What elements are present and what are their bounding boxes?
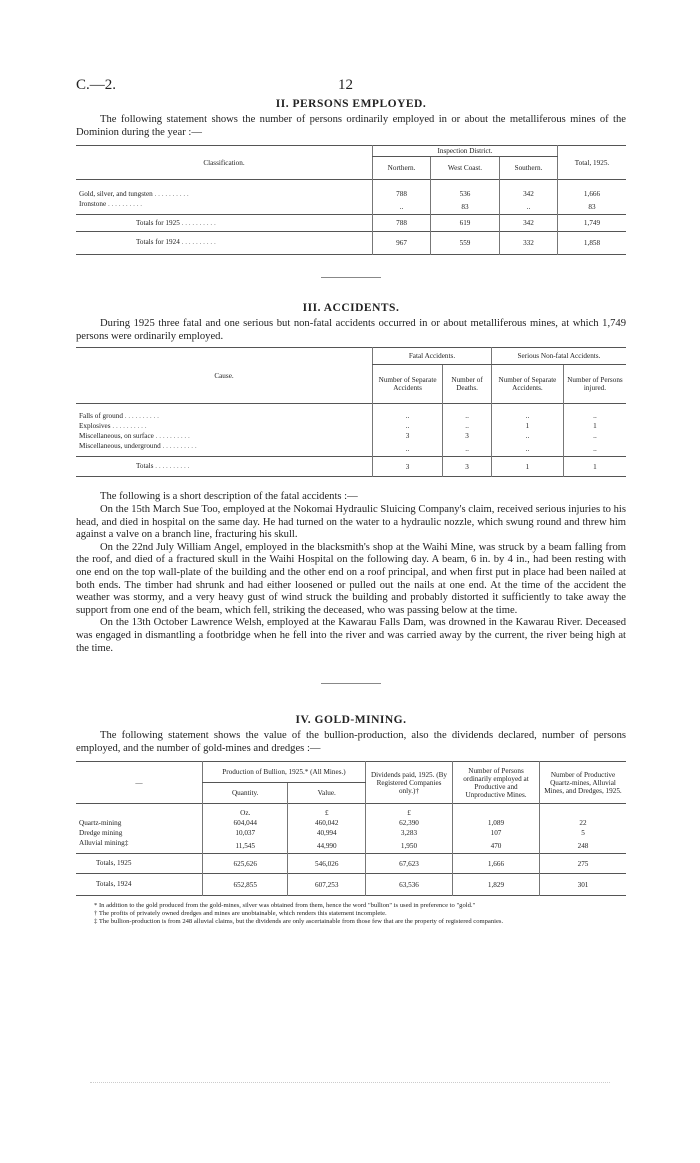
document-reference: C.—2. bbox=[76, 77, 117, 93]
cell-dividends: 62,390 bbox=[366, 818, 453, 828]
gold-table bbox=[76, 761, 626, 896]
gold-intro: The following statement shows the value of the bullion-production, also the dividends declared, number of persons employed, and the number of gold-mines and dredges :— bbox=[76, 730, 626, 754]
cell-value: 607,253 bbox=[288, 874, 366, 896]
col-persons: Number of Persons ordinarily employed at Productive and Unproductive Mines. bbox=[453, 762, 540, 804]
cell: .. bbox=[491, 404, 563, 422]
cell: .. bbox=[563, 404, 626, 422]
table-row bbox=[76, 457, 626, 477]
table-row bbox=[76, 818, 626, 828]
accidents-paragraph: The following is a short description of the fatal accidents :— bbox=[100, 491, 358, 503]
cell-northern: 967 bbox=[373, 232, 431, 255]
col-quantity: Quantity. bbox=[203, 783, 288, 804]
col-fatal-deaths: Number of Deaths. bbox=[443, 365, 492, 404]
col-production: Production of Bullion, 1925.* (All Mines.) bbox=[203, 762, 366, 783]
cell-quantity: 11,545 bbox=[203, 838, 288, 854]
cell-dividends: 63,536 bbox=[366, 874, 453, 896]
row-label: Quartz-mining bbox=[79, 819, 122, 828]
col-fatal-separate: Number of Separate Accidents bbox=[373, 365, 443, 404]
accidents-paragraph: On the 22nd July William Angel, employed in the blacksmith's shop at the Waihi Mine, was struck by a beam falling from the roof, and died of a fractured skull in the Waihi Hospital on the following day. A beam, 6 in. by 4 in., had been resting with one end on the top wall-plate of the building and the other end on a roof principal, and when first put in place had been nailed at both ends. The timber had shrunk and had either loosened or pulled out the nails at one end. At the time of the accident the weather was stormy, and a very heavy gust of wind struck the building and probably distorted it sufficiently to take away the support from one end of the beam, which fell, striking the deceased, who was passing below at the time. bbox=[76, 541, 626, 616]
row-label: Miscellaneous, underground bbox=[79, 442, 161, 451]
cell-value: 44,990 bbox=[288, 838, 366, 854]
cell-southern: 342 bbox=[499, 215, 557, 232]
row-label: Falls of ground bbox=[79, 412, 123, 421]
cell-persons: 1,666 bbox=[453, 854, 540, 874]
cell-value: 460,042 bbox=[288, 818, 366, 828]
col-value: Value. bbox=[288, 783, 366, 804]
col-northern: Northern. bbox=[373, 157, 431, 180]
row-label: Totals, 1924 bbox=[96, 880, 132, 889]
cell-west-coast: 536 bbox=[431, 180, 500, 200]
table-row bbox=[76, 232, 626, 255]
cell: .. bbox=[373, 404, 443, 422]
cell-mines: 5 bbox=[540, 828, 627, 838]
page-number: 12 bbox=[338, 77, 353, 93]
persons-intro: The following statement shows the number of persons ordinarily employed in or about the metalliferous mines of the Dominion during the year :— bbox=[76, 114, 626, 138]
cell-dividends: 3,283 bbox=[366, 828, 453, 838]
col-cause: Cause. bbox=[214, 371, 234, 380]
leader-dots: . . . . . . . . . . bbox=[181, 219, 216, 228]
persons-heading: II. PERSONS EMPLOYED. bbox=[275, 98, 427, 110]
col-blank: — bbox=[135, 778, 143, 787]
accidents-paragraph: On the 15th March Sue Too, employed at the Nokomai Hydraulic Sluicing Company's claim, received serious injuries to his head, and died in hospital on the same day. He had turned on the water to a hydraulic nozzle, which swung round and threw him against a valve on a branch line, fracturing his skull. bbox=[76, 503, 626, 541]
accidents-intro: During 1925 three fatal and one serious but non-fatal accidents occurred in or about metalliferous mines, at which 1,749 persons were ordinarily employed. bbox=[76, 318, 626, 342]
unit-value: £ bbox=[288, 804, 366, 819]
table-row bbox=[76, 421, 626, 431]
row-label: Explosives bbox=[79, 422, 111, 431]
table-row bbox=[76, 180, 626, 200]
col-west-coast: West Coast. bbox=[431, 157, 500, 180]
cell-southern: .. bbox=[499, 199, 557, 215]
footnote: * In addition to the gold produced from the gold-mines, silver was obtained from them, hence the word "bullion" is used in preference to "gold." bbox=[94, 902, 476, 910]
cell-west-coast: 619 bbox=[431, 215, 500, 232]
table-row bbox=[76, 854, 626, 874]
cell-total: 1,666 bbox=[558, 180, 626, 200]
cell-persons: 1,829 bbox=[453, 874, 540, 896]
cell-quantity: 604,044 bbox=[203, 818, 288, 828]
leader-dots: . . . . . . . . . . bbox=[112, 422, 147, 431]
row-label: Totals, 1925 bbox=[96, 859, 132, 868]
leader-dots: . . . . . . . . . . bbox=[124, 412, 159, 421]
cell-southern: 342 bbox=[499, 180, 557, 200]
accidents-table bbox=[76, 347, 626, 477]
cell-persons: 107 bbox=[453, 828, 540, 838]
leader-dots: . . . . . . . . . . bbox=[155, 432, 190, 441]
cell: .. bbox=[443, 421, 492, 431]
cell: 3 bbox=[443, 457, 492, 477]
cell: 3 bbox=[373, 431, 443, 441]
cell: .. bbox=[443, 404, 492, 422]
cell-value: 40,994 bbox=[288, 828, 366, 838]
cell: 1 bbox=[563, 421, 626, 431]
row-label: Totals for 1925 bbox=[136, 219, 180, 228]
cell: .. bbox=[373, 421, 443, 431]
col-nonfatal-injured: Number of Persons injured. bbox=[563, 365, 626, 404]
col-nonfatal-separate: Number of Separate Accidents. bbox=[491, 365, 563, 404]
persons-table bbox=[76, 145, 626, 255]
cell-persons: 470 bbox=[453, 838, 540, 854]
col-southern: Southern. bbox=[499, 157, 557, 180]
cell-northern: 788 bbox=[373, 180, 431, 200]
cell-mines: 22 bbox=[540, 818, 627, 828]
cell-total: 1,749 bbox=[558, 215, 626, 232]
col-nonfatal-accidents: Serious Non-fatal Accidents. bbox=[491, 348, 626, 365]
cell: .. bbox=[443, 441, 492, 457]
cell-west-coast: 559 bbox=[431, 232, 500, 255]
footnote: † The profits of privately owned dredges and mines are unobtainable, which renders this statement incomplete. bbox=[94, 910, 387, 918]
col-inspection-district: Inspection District. bbox=[373, 146, 558, 157]
leader-dots: . . . . . . . . . . bbox=[154, 190, 189, 199]
table-row bbox=[76, 828, 626, 838]
table-row bbox=[76, 199, 626, 215]
row-label: Ironstone bbox=[79, 200, 107, 209]
cell-total: 83 bbox=[558, 199, 626, 215]
row-label: Totals for 1924 bbox=[136, 238, 180, 247]
cell-mines: 248 bbox=[540, 838, 627, 854]
cell-value: 546,026 bbox=[288, 854, 366, 874]
cell: 3 bbox=[373, 457, 443, 477]
cell: 1 bbox=[491, 421, 563, 431]
units-row bbox=[76, 804, 626, 819]
cell-persons: 1,089 bbox=[453, 818, 540, 828]
cell-quantity: 10,037 bbox=[203, 828, 288, 838]
cell: .. bbox=[491, 431, 563, 441]
cell-quantity: 652,855 bbox=[203, 874, 288, 896]
cell-mines: 275 bbox=[540, 854, 627, 874]
col-dividends: Dividends paid, 1925. (By Registered Companies only.)† bbox=[366, 762, 453, 804]
cell-dividends: 1,950 bbox=[366, 838, 453, 854]
cell: .. bbox=[563, 431, 626, 441]
cell-northern: .. bbox=[373, 199, 431, 215]
cell-west-coast: 83 bbox=[431, 199, 500, 215]
table-row bbox=[76, 404, 626, 422]
page-header bbox=[76, 0, 626, 93]
leader-dots: . . . . . . . . . . bbox=[162, 442, 197, 451]
document-page bbox=[76, 0, 626, 926]
cell-southern: 332 bbox=[499, 232, 557, 255]
col-mines: Number of Productive Quartz-mines, Alluvial Mines, and Dredges, 1925. bbox=[540, 762, 627, 804]
table-row bbox=[76, 838, 626, 854]
leader-dots: . . . . . . . . . . bbox=[155, 462, 190, 471]
unit-dividends: £ bbox=[366, 804, 453, 819]
row-label: Alluvial mining‡ bbox=[79, 839, 129, 848]
col-fatal-accidents: Fatal Accidents. bbox=[373, 348, 492, 365]
leader-dots: . . . . . . . . . . bbox=[181, 238, 216, 247]
row-label: Miscellaneous, on surface bbox=[79, 432, 154, 441]
row-label: Totals bbox=[136, 462, 154, 471]
col-total-1925: Total, 1925. bbox=[558, 146, 626, 180]
accidents-paragraph: On the 13th October Lawrence Welsh, employed at the Kawarau Falls Dam, was drowned in the Kawarau River. Deceased was engaged in dismantling a footbridge when he fell into the river and was carried away by the current, the river being high at the time. bbox=[76, 617, 626, 654]
row-label: Dredge mining bbox=[79, 829, 123, 838]
cell-mines: 301 bbox=[540, 874, 627, 896]
cell: .. bbox=[491, 441, 563, 457]
row-label: Gold, silver, and tungsten bbox=[79, 190, 153, 199]
bottom-rule bbox=[90, 1082, 610, 1083]
cell-dividends: 67,623 bbox=[366, 854, 453, 874]
cell-northern: 788 bbox=[373, 215, 431, 232]
leader-dots: . . . . . . . . . . bbox=[107, 200, 143, 209]
cell: .. bbox=[373, 441, 443, 457]
table-row bbox=[76, 874, 626, 896]
footnote: ‡ The bullion-production is from 248 alluvial claims, but the dividends are only ascertainable from those few that are the property of registered companies. bbox=[94, 918, 504, 926]
col-classification: Classification. bbox=[203, 158, 245, 167]
gold-heading: IV. GOLD-MINING. bbox=[295, 714, 407, 727]
cell: 1 bbox=[563, 457, 626, 477]
cell-quantity: 625,626 bbox=[203, 854, 288, 874]
table-row bbox=[76, 215, 626, 232]
cell: .. bbox=[563, 441, 626, 457]
cell: 3 bbox=[443, 431, 492, 441]
table-row bbox=[76, 441, 626, 457]
section-divider bbox=[321, 277, 381, 278]
unit-quantity: Oz. bbox=[203, 804, 288, 819]
cell-total: 1,858 bbox=[558, 232, 626, 255]
cell: 1 bbox=[491, 457, 563, 477]
table-row bbox=[76, 431, 626, 441]
section-divider bbox=[321, 683, 381, 684]
accidents-heading: III. ACCIDENTS. bbox=[302, 302, 400, 315]
